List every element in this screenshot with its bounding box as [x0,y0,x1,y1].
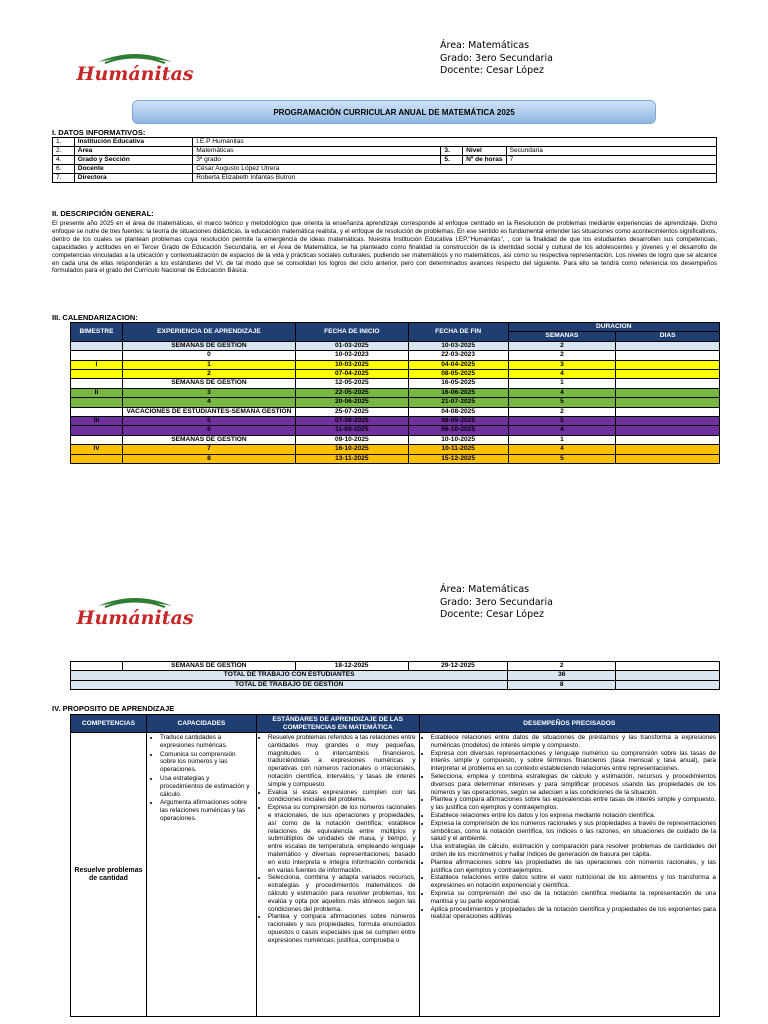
list-item: • Establece relaciones entre los datos y los expresa mediante notación científica. [431,812,716,820]
list-item: • Plantea y compara afirmaciones sobre las equivalencias entre tasas de interés simple y compuesto, y las justifica con ejemplos y contraejemplos. [431,796,716,812]
list-item: • Evalúa si estas expresiones cumplen con las condiciones iniciales del problema. [268,789,416,805]
docente-label: Docente: Cesar López [440,609,544,620]
area-label: Área: Matemáticas [440,584,530,595]
list-item: • Comunica su comprensión sobre los números y las operaciones. [160,751,253,774]
calendarizacion-table [70,322,720,464]
list-item: • Argumenta afirmaciones sobre las relaciones numéricas y las operaciones. [160,799,253,822]
inicio-header: FECHA DE INICIO [295,323,408,342]
list-item: • Usa estrategias de cálculo, estimación y comparación para resolver problemas de cantidades del orden de los micrómetros y hallar índices de generación de basura per cápita. [431,843,716,859]
table-row: SEMANAS DE GESTION 01-03-2025 10-03-2025 2 [71,341,720,350]
humanitas-logo [60,592,210,632]
capacidades-list [150,734,253,823]
list-item: • Resuelve problemas referidos a las relaciones entre cantidades muy grandes o muy pequeñas, magnitudes o intercambios financieros, traduciéndolas a expresiones numéricas y operativas con números racionales o irracionales, notación científica, intervalos, y tasas de interés simple y compuesto. [268,734,416,789]
list-item: • Plantea afirmaciones sobre las propiedades de las operaciones con números racionales, y las justifica con ejemplos y contraejemplos. [431,859,716,875]
competencias-header: COMPETENCIAS [71,715,147,733]
list-item: • Establece relaciones entre datos sobre el valor nutricional de los alimentos y los transforma a expresiones en notación exponencial y científica. [431,874,716,890]
estandares-header: ESTÁNDARES DE APRENDIZAJE DE LAS COMPETENCIAS EN MATEMÁTICA [256,715,419,733]
header-info [440,40,553,78]
dias-header: DIAS [616,332,720,341]
desempenos-cell [419,733,719,1017]
grado-label: Grado: 3ero Secundaria [440,596,553,608]
proposito-heading: IV. PROPOSITO DE APRENDIZAJE [52,704,175,713]
list-item: • Expresa con diversas representaciones y lenguaje numérico su comprensión sobre las tasas de interés simple y compuesto, y sobre términos financieros (tasa mensual y tasa anual), para interpretar el problema en su contexto estableciendo relaciones entre representaciones. [431,750,716,773]
list-item: • Selecciona, combina y adapta variados recursos, estrategias y procedimientos matemáticos de cálculo y estimación para resolver problemas, los evalúa y opta por aquellos más idóneos según las condiciones del problema. [268,874,416,913]
table-row: 4 20-06-2025 21-07-2025 5 [71,398,720,407]
table-row: 4. Grado y Sección 3º grado 5. Nº de horas 7 [53,156,717,165]
table-row: 1. Institución Educativa I.E.P Humánitas [53,138,717,147]
experiencia-header: EXPERIENCIA DE APRENDIZAJE [122,323,295,342]
competencia-cell: Resuelve problemas de cantidad [71,733,147,1017]
header-info [440,584,553,622]
list-item: • Aplica procedimientos y propiedades de la notación científica y propiedades de los exponentes para realizar operaciones aditivas [431,906,716,922]
capacidades-header: CAPACIDADES [146,715,256,733]
docente-label: Docente: Cesar López [440,65,544,76]
table-row: IV 7 16-10-2025 10-11-2025 4 [71,445,720,454]
humanitas-logo [60,48,210,88]
list-item: • Establece relaciones entre datos de situaciones de préstamos y las transforma a expresiones numéricas (modelos) de interés simple y compuesto. [431,734,716,750]
table-row: 2. Área Matemáticas 3. Nivel Secundaria [53,147,717,156]
descripcion-heading: II. DESCRIPCIÓN GENERAL: [52,209,154,218]
fin-header: FECHA DE FIN [408,323,508,342]
table-row: SEMANAS DE GESTION 18-12-2025 29-12-2025 2 [71,662,720,671]
descripcion-text: El presente año 2025 en el área de matemáticas, el marco teórico y metodológico que orienta la enseñanza aprendizaje corresponde al enfoque centrado en la Resolución de problemas mediante experiencias de aprendizaje. Dicho enfoque se nutre de tres fuentes: la teoría de situaciones didácticas, la educación matemática realista, y el enfoque de resolución de problemas. En ese sentido es fundamental entender las situaciones como acontecimientos significativos, dentro de los cuales se plantean problemas cuya resolución permite la emergencia de ideas matemáticas. Nuestra Institución Educativa I.EP."Humánitas", , con la finalidad de que los estudiantes desarrollen sus competencias, capacidades y actitudes en el Tercer Grado de Educación Secundaria, en el Área de Matemática, se ha planteado como finalidad la construcción de la identidad social y cultural de los adolescentes y jóvenes y el desarrollo de competencias vinculadas a la ubicación y contextualización de espacios de la vida y prácticas sociales culturales, pudiendo ser matemáticos y no matemáticos, así como su respectiva representación. Los niveles de logro que se alcance en cada una de ellas responderán a los estándares del VI, de tal modo que se consolidan los logros del ciclo anterior, pero con determinados avances respecto del siguiente. Para ello se tendrá como referencia los desempeños formulados para el grado del Currículo Nacional de Educación Básica. [52,220,717,275]
page-title: PROGRAMACIÓN CURRICULAR ANUAL DE MATEMÁTICA 2025 [132,100,656,124]
table-row: 7. Directora Roberta Elizabeth Infantas Butron [53,174,717,183]
table-row: I 1 10-03-2025 04-04-2025 3 [71,360,720,369]
list-item: • Expresa su comprensión del uso de la notación científica mediante la representación de una mantisa y su parte exponencial. [431,890,716,906]
table-row: SEMANAS DE GESTION 12-05-2025 16-05-2025 1 [71,379,720,388]
proposito-table [70,714,720,1017]
table-row: II 3 22-05-2025 16-06-2025 4 [71,388,720,397]
list-item: • Expresa su comprensión de los números racionales e irracionales, de sus operaciones y propiedades, así como de la notación científica; establece relaciones de equivalencia entre múltiplos y submúltiplos de unidades de masa, y tiempo, y entre escalas de temperatura, empleando lenguaje matemático y diversas representaciones; basado en esto interpreta e integra información contenida en varias fuentes de información. [268,804,416,874]
list-item: • Expresa la comprensión de los números racionales y sus propiedades a través de representaciones simbólicas, como la notación científica, los índices o las razones, en situaciones de cuidado de la salud y el ambiente. [431,820,716,843]
table-row: 0 10-03-2023 22-03-2023 2 [71,351,720,360]
datos-table [52,137,717,183]
duracion-header: DURACION [508,323,719,332]
list-item: • Selecciona, emplea y combina estrategias de cálculo y estimación, recursos y procedimientos diversos para determinar intereses y para simplificar procesos usando las propiedades de los números y las operaciones, según se adecúen a las condiciones de la situación. [431,773,716,796]
table-row: SEMANAS DE GESTION 09-10-2025 10-10-2025 1 [71,435,720,444]
desempenos-list [423,734,716,921]
list-item: • Plantea y compara afirmaciones sobre números racionales y sus propiedades, formula enunciados opuestos o casos especiales que se cumplen entre expresiones numéricas; justifica, comprueba o [268,913,416,944]
capacidades-cell [146,733,256,1017]
list-item: • Traduce cantidades a expresiones numéricas. [160,734,253,750]
area-label: Área: Matemáticas [440,40,530,51]
desempenos-header: DESEMPEÑOS PRECISADOS [419,715,719,733]
table-row: TOTAL DE TRABAJO CON ESTUDIANTES 36 [71,671,720,680]
calendarizacion-body [71,341,720,463]
semanas-header: SEMANAS [508,332,616,341]
table-row: III 5 07-08-2025 08-09-2025 5 [71,417,720,426]
svg-text:Humánitas: Humánitas [76,607,194,629]
estandares-list [260,734,416,945]
calendarizacion-heading: III. CALENDARIZACION: [52,313,138,322]
table-row: VACACIONES DE ESTUDIANTES-SEMANA GESTIÓN 25-07-2025 04-08-2025 2 [71,407,720,416]
table-row: 8 13-11-2025 15-12-2025 5 [71,454,720,463]
totals-table [70,661,720,690]
table-row: 2 07-04-2025 08-05-2025 4 [71,370,720,379]
table-row: TOTAL DE TRABAJO DE GESTION 8 [71,680,720,689]
svg-text:Humánitas: Humánitas [76,63,194,85]
list-item: • Usa estrategias y procedimientos de estimación y cálculo. [160,775,253,798]
grado-label: Grado: 3ero Secundaria [440,52,553,64]
table-row: 6 11-09-2025 06-10-2025 4 [71,426,720,435]
table-row: 6. Docente César Augusto López Utrera [53,165,717,174]
bimestre-header: BIMESTRE [71,323,123,342]
estandares-cell [256,733,419,1017]
datos-heading: I. DATOS INFORMATIVOS: [52,128,146,137]
